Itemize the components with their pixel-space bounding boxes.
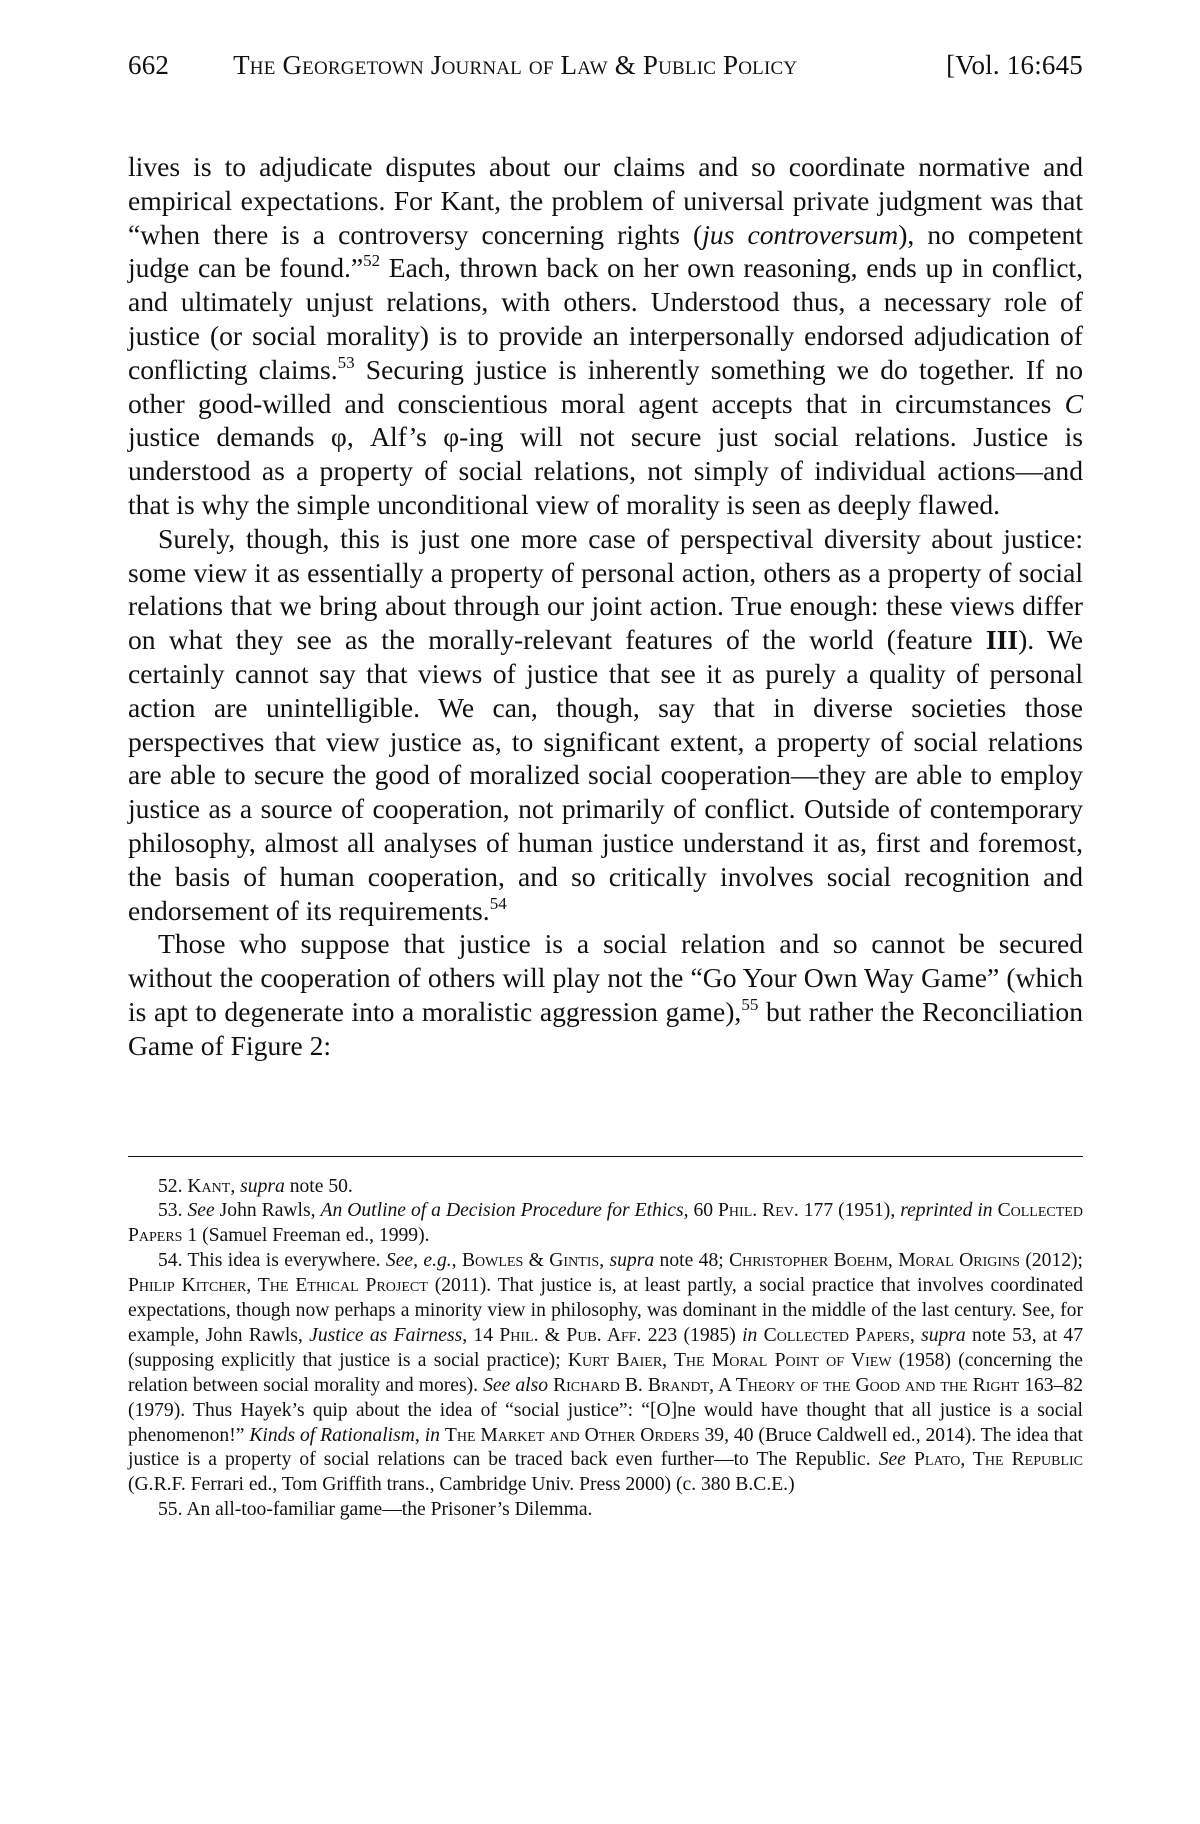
footnote-number: 53. [158,1200,183,1222]
text-run: Kant [187,1175,231,1197]
footnote-number: 52. [158,1175,183,1197]
text-run: See also [483,1374,549,1396]
text-run: lives is to adjudicate disputes about our claims and so coordinate normative and empirical expectations. For Kant, the problem of universal private judgment was that “when there is a controversy concerning rights ( [128,151,1083,250]
text-run: Plato, The Republic [913,1449,1084,1471]
text-run: supra [240,1175,285,1197]
text-run: 163–82 (1979). Thus Hayek’s quip about the idea of “social justice”: “[O]ne would have thought that all justice is a social phenomenon!” [128,1374,1083,1446]
text-run: , [451,1250,462,1272]
text-run: Justice as Fairness [309,1324,463,1346]
text-run: Christopher Boehm, Moral Origins [729,1250,1020,1272]
text-run: reprinted in [900,1200,993,1222]
text-run: See [187,1200,215,1222]
text-run: (2012); [1019,1250,1084,1272]
italic-term: jus controversum [702,218,899,250]
text-run: (2011). That justice is, at least partly, a social practice that involves coordinated expectations, though now perhaps a minority view in philosophy, was dominant in the middle of the last century. See, for example, John Rawls, [128,1275,1083,1346]
text-run: , [230,1175,241,1197]
text-run: note 53, at 47 (supposing explicitly that justice is a social practice); [128,1324,1083,1371]
footnote-55 [128,1498,1083,1523]
text-run: , [599,1250,610,1272]
text-run: An Outline of a Decision Procedure for Ethics [320,1200,684,1222]
text-run: An all-too-familiar game—the Prisoner’s Dilemma. [186,1499,593,1521]
bold-feature-label: III [985,624,1019,656]
footnote-divider [128,1156,1083,1157]
text-run: , 60 [683,1200,719,1222]
text-run: Phil. & Pub. Aff. [499,1324,642,1346]
text-run: Those who suppose that justice is a social relation and so cannot be secured without the cooperation of others will play not the “Go Your Own Way Game” (which is apt to degenerate into a moralistic aggression game), [128,928,1083,1027]
text-run: supra [921,1324,966,1346]
footnote-ref-52[interactable]: 52 [363,251,381,271]
footnote-ref-55[interactable]: 55 [741,994,759,1014]
text-run: ). We certainly cannot say that views of justice that see it as purely a quality of personal action are unintelligible. We can, though, say that in diverse societies those perspectives that view justice as, to significant extent, a property of social relations are able to secure the good of moralized social cooperation—they are able to employ justice as a source of cooperation, not primarily of conflict. Outside of contemporary philosophy, almost all analyses of human justice understand it as, first and foremost, the basis of human cooperation, and so critically involves social recognition and endorsement of its requirements. [128,624,1083,926]
text-run: Bowles & Gintis [461,1250,600,1272]
main-text [128,150,1083,1063]
text-run: Each, thrown back on her own reasoning, ends up in conflict, and ultimately unjust relations, with others. Understood thus, a necessary role of justice (or social morality) is to provide an interpersonally endorsed adjudication of conflicting claims. [128,252,1084,385]
text-run: Kurt Baier, The Moral Point of View [567,1349,892,1371]
text-run: 39, 40 (Bruce Caldwell ed., 2014). The idea that justice is a property of social relations can be traced back even further—to The Republic. [128,1424,1083,1471]
text-run: in [742,1324,758,1346]
text-run: , 14 [462,1324,500,1346]
text-run: The Market and Other Orders [444,1424,700,1446]
text-run: in [424,1424,440,1446]
footnote-ref-53[interactable]: 53 [337,352,355,372]
text-run: Surely, though, this is just one more case of perspectival diversity about justice: some view it as essentially a property of personal action, others as a property of social relations that we bring about through our joint action. True enough: these views differ on what they see as the morally-relevant features of the world (feature [128,522,1083,656]
page-number: 662 [128,50,170,80]
text-run: ), no competent judge can be found.” [128,218,1083,284]
text-run: , [909,1324,922,1346]
footnote-number: 55. [158,1499,183,1521]
paragraph-3 [128,927,1083,1062]
text-run: supra [609,1250,655,1272]
footnote-number: 54. [158,1250,183,1272]
text-run: Collected Papers [128,1200,1083,1247]
footnote-54 [128,1249,1083,1498]
footnote-ref-54[interactable]: 54 [489,893,507,913]
paragraph-1 [128,150,1083,522]
text-run: Philip Kitcher, The Ethical Project [128,1275,428,1297]
footnote-53 [128,1199,1083,1249]
text-run: 223 (1985) [641,1324,743,1346]
text-run: See [878,1449,906,1471]
text-run: justice demands φ, Alf’s φ-ing will not secure just social relations. Justice is understood as a property of social relations, not simply of individual actions—and that is why the simple unconditional view of morality is seen as deeply flawed. [128,421,1083,520]
text-run: (G.R.F. Ferrari ed., Tom Griffith trans., Cambridge Univ. Press 2000) (c. 380 B.C.E.) [128,1474,795,1496]
text-run: This idea is everywhere. [187,1250,386,1272]
text-run: Richard B. Brandt, A Theory of the Good and the Right [553,1374,1020,1396]
volume-citation: [Vol. 16:645 [946,50,1083,80]
page [128,50,1083,1523]
text-run: See, e.g. [385,1250,452,1272]
text-run: 177 (1951), [798,1200,901,1222]
text-run: , [414,1424,425,1446]
footnotes [128,1175,1083,1524]
footnote-52 [128,1175,1083,1200]
text-run: Collected Papers [763,1324,910,1346]
paragraph-2 [128,522,1083,928]
text-run: but rather the Reconciliation Game of Figure 2: [128,995,1083,1061]
running-header [128,50,1083,106]
text-run: John Rawls, [214,1200,321,1222]
text-run [906,1449,914,1470]
text-run: Phil. Rev. [718,1200,799,1222]
text-run: 1 (Samuel Freeman ed., 1999). [182,1225,430,1247]
text-run: Kinds of Rationalism [249,1424,415,1446]
text-run: Securing justice is inherently something we do together. If no other good-willed and conscientious moral agent accepts that in circumstances [128,353,1083,419]
text-run: note 48; [654,1250,730,1272]
text-run: (1958) (concerning the relation between social morality and mores). [128,1349,1083,1396]
italic-variable: C [1064,387,1083,419]
text-run: note 50. [284,1175,353,1197]
journal-title: The Georgetown Journal of Law & Public Policy [233,50,798,80]
